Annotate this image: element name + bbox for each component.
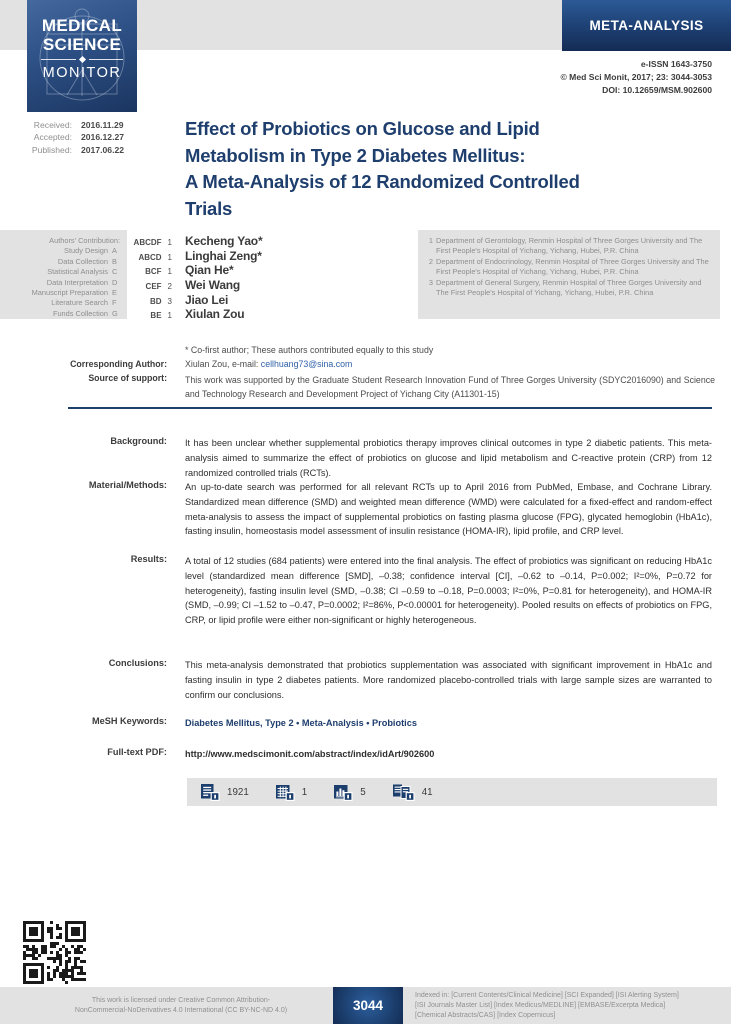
article-type-badge <box>562 0 731 51</box>
results-label: Results: <box>130 554 167 564</box>
author-name: Xiulan Zou <box>185 307 245 322</box>
affiliation-num: 2 <box>428 256 433 266</box>
qr-code <box>23 921 86 984</box>
article-title <box>185 116 605 222</box>
doi: DOI: 10.12659/MSM.902600 <box>602 85 712 95</box>
tables-count-value: 1 <box>301 786 308 798</box>
affiliation <box>426 257 710 278</box>
received-label: Received: <box>33 120 72 130</box>
word-count-icon <box>201 784 220 801</box>
corresponding-author-name: Xiulan Zou, e-mail: <box>185 359 261 369</box>
logo-divider <box>41 57 123 62</box>
indexed-line: [ISI Journals Master List] [Index Medicus/MEDLINE] [EMBASE/Excerpta Medica] <box>415 1001 666 1009</box>
author-row <box>0 293 262 308</box>
author-contribution-codes: ABCD <box>138 252 162 262</box>
author-name: Wei Wang <box>185 278 241 293</box>
cofirst-note: * Co-first author; These authors contributed equally to this study <box>185 345 434 355</box>
affiliation-text: Department of Endocrinology, Renmin Hospital of Three Gorges University and The First People's Hospital of Yichang, Yichang, Hubei, P.R. China <box>436 256 709 277</box>
corresponding-author-email-link[interactable]: cellhuang73@sina.com <box>260 359 353 369</box>
conclusions-label: Conclusions: <box>108 658 167 668</box>
contribution-item-label: Funds Collection <box>52 308 108 318</box>
affiliation <box>426 236 710 257</box>
title-line: Trials <box>185 197 233 219</box>
indexed-in-text <box>415 991 720 1020</box>
support-text: This work was supported by the Graduate Student Research Innovation Fund of Three Gorges University (SDYC2016090) and Science and Technology Research and Development Project of Yichang City (A11301-15) <box>185 375 715 400</box>
license-line: This work is licensed under Creative Common Attribution- <box>91 997 271 1004</box>
contribution-item-label: Data Collection <box>57 256 108 266</box>
contribution-item-label: Manuscript Preparation <box>31 288 108 298</box>
corresponding-author-value <box>185 359 715 369</box>
affiliation-num: 1 <box>428 236 433 245</box>
references-count-value: 41 <box>421 786 433 798</box>
author-row <box>0 278 262 293</box>
article-type-label: META-ANALYSIS <box>589 18 704 33</box>
references-icon <box>393 784 415 801</box>
journal-logo <box>27 0 137 112</box>
contribution-item-label: Statistical Analysis <box>47 267 108 277</box>
fulltext-pdf-label: Full-text PDF: <box>107 747 167 757</box>
contribution-item-code: G <box>112 308 118 318</box>
author-contribution-codes: ABCDF <box>133 238 162 247</box>
support-label: Source of support: <box>88 373 167 383</box>
conclusions-text: This meta-analysis demonstrated that probiotics supplementation was associated with significant improvement in HbA1c and fasting insulin in type 2 diabetes patients. More randomized placebo-controlled trials with large sample sizes are warranted to confirm our conclusions. <box>185 660 712 700</box>
accepted-date: 2016.12.27 <box>81 132 125 143</box>
contribution-item-code: E <box>112 288 117 298</box>
author-contribution-codes: BCF <box>145 267 162 277</box>
divider-rule <box>68 407 712 409</box>
contribution-item-label: Data Interpretation <box>46 277 108 287</box>
citation-block <box>560 58 712 97</box>
corresponding-author-label: Corresponding Author: <box>70 359 167 369</box>
received-date: 2016.11.29 <box>81 120 124 130</box>
mesh-keywords: Diabetes Mellitus, Type 2 • Meta-Analysis • Probiotics <box>185 718 417 728</box>
affiliations-box <box>418 230 720 319</box>
author-contribution-codes: CEF <box>145 282 162 292</box>
author-affiliation-num: 1 <box>167 311 172 321</box>
author-affiliation-num: 1 <box>167 252 172 262</box>
title-line: Metabolism in Type 2 Diabetes Mellitus: <box>185 144 526 166</box>
author-contribution-codes: BE <box>150 311 162 321</box>
page-number-box <box>333 987 403 1024</box>
affiliation-text: Department of General Surgery, Renmin Hospital of Three Gorges University and The First People's Hospital of Yichang, Yichang, Hubei, P.R. China <box>436 277 702 298</box>
contribution-item-label: Study Design <box>64 246 108 256</box>
contribution-heading: Authors' Contribution: <box>49 236 120 245</box>
license-text <box>50 996 312 1016</box>
affiliation-num: 3 <box>428 277 433 287</box>
figures-metric <box>334 784 365 801</box>
author-name: Jiao Lei <box>185 292 229 307</box>
article-dates <box>0 119 130 156</box>
fulltext-pdf-url[interactable]: http://www.medscimonit.com/abstract/index/idArt/902600 <box>185 749 435 759</box>
mesh-keywords-label: MeSH Keywords: <box>91 716 167 726</box>
contribution-item-code: F <box>112 298 117 308</box>
author-row <box>0 307 262 322</box>
indexed-line: [Chemical Abstracts/CAS] [Index Copernicus] <box>415 1011 556 1019</box>
author-row <box>0 234 262 249</box>
contribution-item-code: D <box>112 277 118 287</box>
license-line: NonCommercial-NoDerivatives 4.0 International (CC BY-NC-ND 4.0) <box>74 1006 288 1014</box>
author-affiliation-num: 2 <box>167 282 172 292</box>
figures-icon <box>334 784 353 801</box>
author-affiliation-num: 1 <box>167 238 172 247</box>
tables-metric <box>276 784 307 801</box>
affiliation-text: Department of Gerontology, Renmin Hospital of Three Gorges University and The First People's Hospital of Yichang, Yichang, Hubei, P.R. China <box>436 236 703 256</box>
author-contribution-codes: BD <box>149 296 162 306</box>
background-text: It has been unclear whether supplemental probiotics therapy improves clinical outcomes in type 2 diabetic patients. This meta-analysis aimed to summarize the effect of probiotics on glucose and lipid metabolism and C-reactive protein (CRP) from 12 randomized controlled trials (RCTs). <box>185 438 712 478</box>
affiliation <box>426 278 710 299</box>
author-row <box>0 263 262 278</box>
title-line: A Meta-Analysis of 12 Randomized Controlled <box>185 171 580 192</box>
word-count-metric <box>201 784 249 801</box>
author-row <box>0 249 262 264</box>
article-metrics-bar <box>187 778 717 806</box>
eissn: e-ISSN 1643-3750 <box>640 59 712 69</box>
contribution-item-code: B <box>112 256 117 266</box>
tables-icon <box>276 784 295 801</box>
published-label: Published: <box>31 144 72 155</box>
methods-text: An up-to-date search was performed for all relevant RCTs up to April 2016 from PubMed, Embase, and Cochrane Library. Standardized mean difference (SMD) and weighted mean difference (WMD) were calculated for a fixed-effect and random-effect meta-analysis to assess the impact of supplemental probiotics on fasting plasma glucose (FPG), glycated hemoglobin (HbA1c), fasting insulin, homeostasis model assessment of insulin resistance (HOMA-IR), lipid profile, and CRP level. <box>185 482 712 537</box>
contribution-item-code: A <box>112 246 117 256</box>
background-label: Background: <box>110 436 167 446</box>
title-line: Effect of Probiotics on Glucose and Lipid <box>185 118 540 139</box>
author-name: Kecheng Yao* <box>185 234 263 248</box>
contribution-item-code: C <box>112 267 118 277</box>
journal-name-line3: MONITOR <box>42 65 122 81</box>
journal-name-line1: MEDICAL <box>41 16 123 35</box>
results-text: A total of 12 studies (684 patients) were entered into the final analysis. The effect of probiotics was significant on reducing HbA1c level (standardized mean difference [SMD], –0.38; confidence interval [CI], –0.62 to –0.14, P=0.002; I²=0%, P=0.72 for heterogeneity), fasting insulin level (SMD, –0.38; CI –0.59 to –0.18, P=0.0003; I²=0%, P=0.81 for heterogeneity), and HOMA-IR (SMD, –0.99; CI –1.52 to –0.47, P=0.0002; I²=86%, P<0.00001 for heterogeneity). Pooled results on effects of probiotics on FPG, CRP, or lipid profile were either non-significant or highly heterogeneous. <box>185 556 712 626</box>
author-list <box>0 234 262 322</box>
author-affiliation-num: 3 <box>167 296 172 306</box>
author-affiliation-num: 1 <box>167 267 172 277</box>
references-metric <box>393 784 433 801</box>
accepted-label: Accepted: <box>33 132 72 143</box>
published-date: 2017.06.22 <box>81 144 125 155</box>
author-name: Linghai Zeng* <box>185 248 262 263</box>
figures-count-value: 5 <box>360 786 366 798</box>
indexed-line: Indexed in: [Current Contents/Clinical Medicine] [SCI Expanded] [ISI Alerting System] <box>415 992 679 999</box>
contribution-item-label: Literature Search <box>51 298 108 308</box>
word-count-value: 1921 <box>227 786 249 798</box>
methods-label: Material/Methods: <box>88 480 167 490</box>
page-number: 3044 <box>352 998 384 1013</box>
journal-name-line2: SCIENCE <box>42 35 122 54</box>
journal-citation: © Med Sci Monit, 2017; 23: 3044-3053 <box>560 72 712 82</box>
author-name: Qian He* <box>185 263 234 278</box>
